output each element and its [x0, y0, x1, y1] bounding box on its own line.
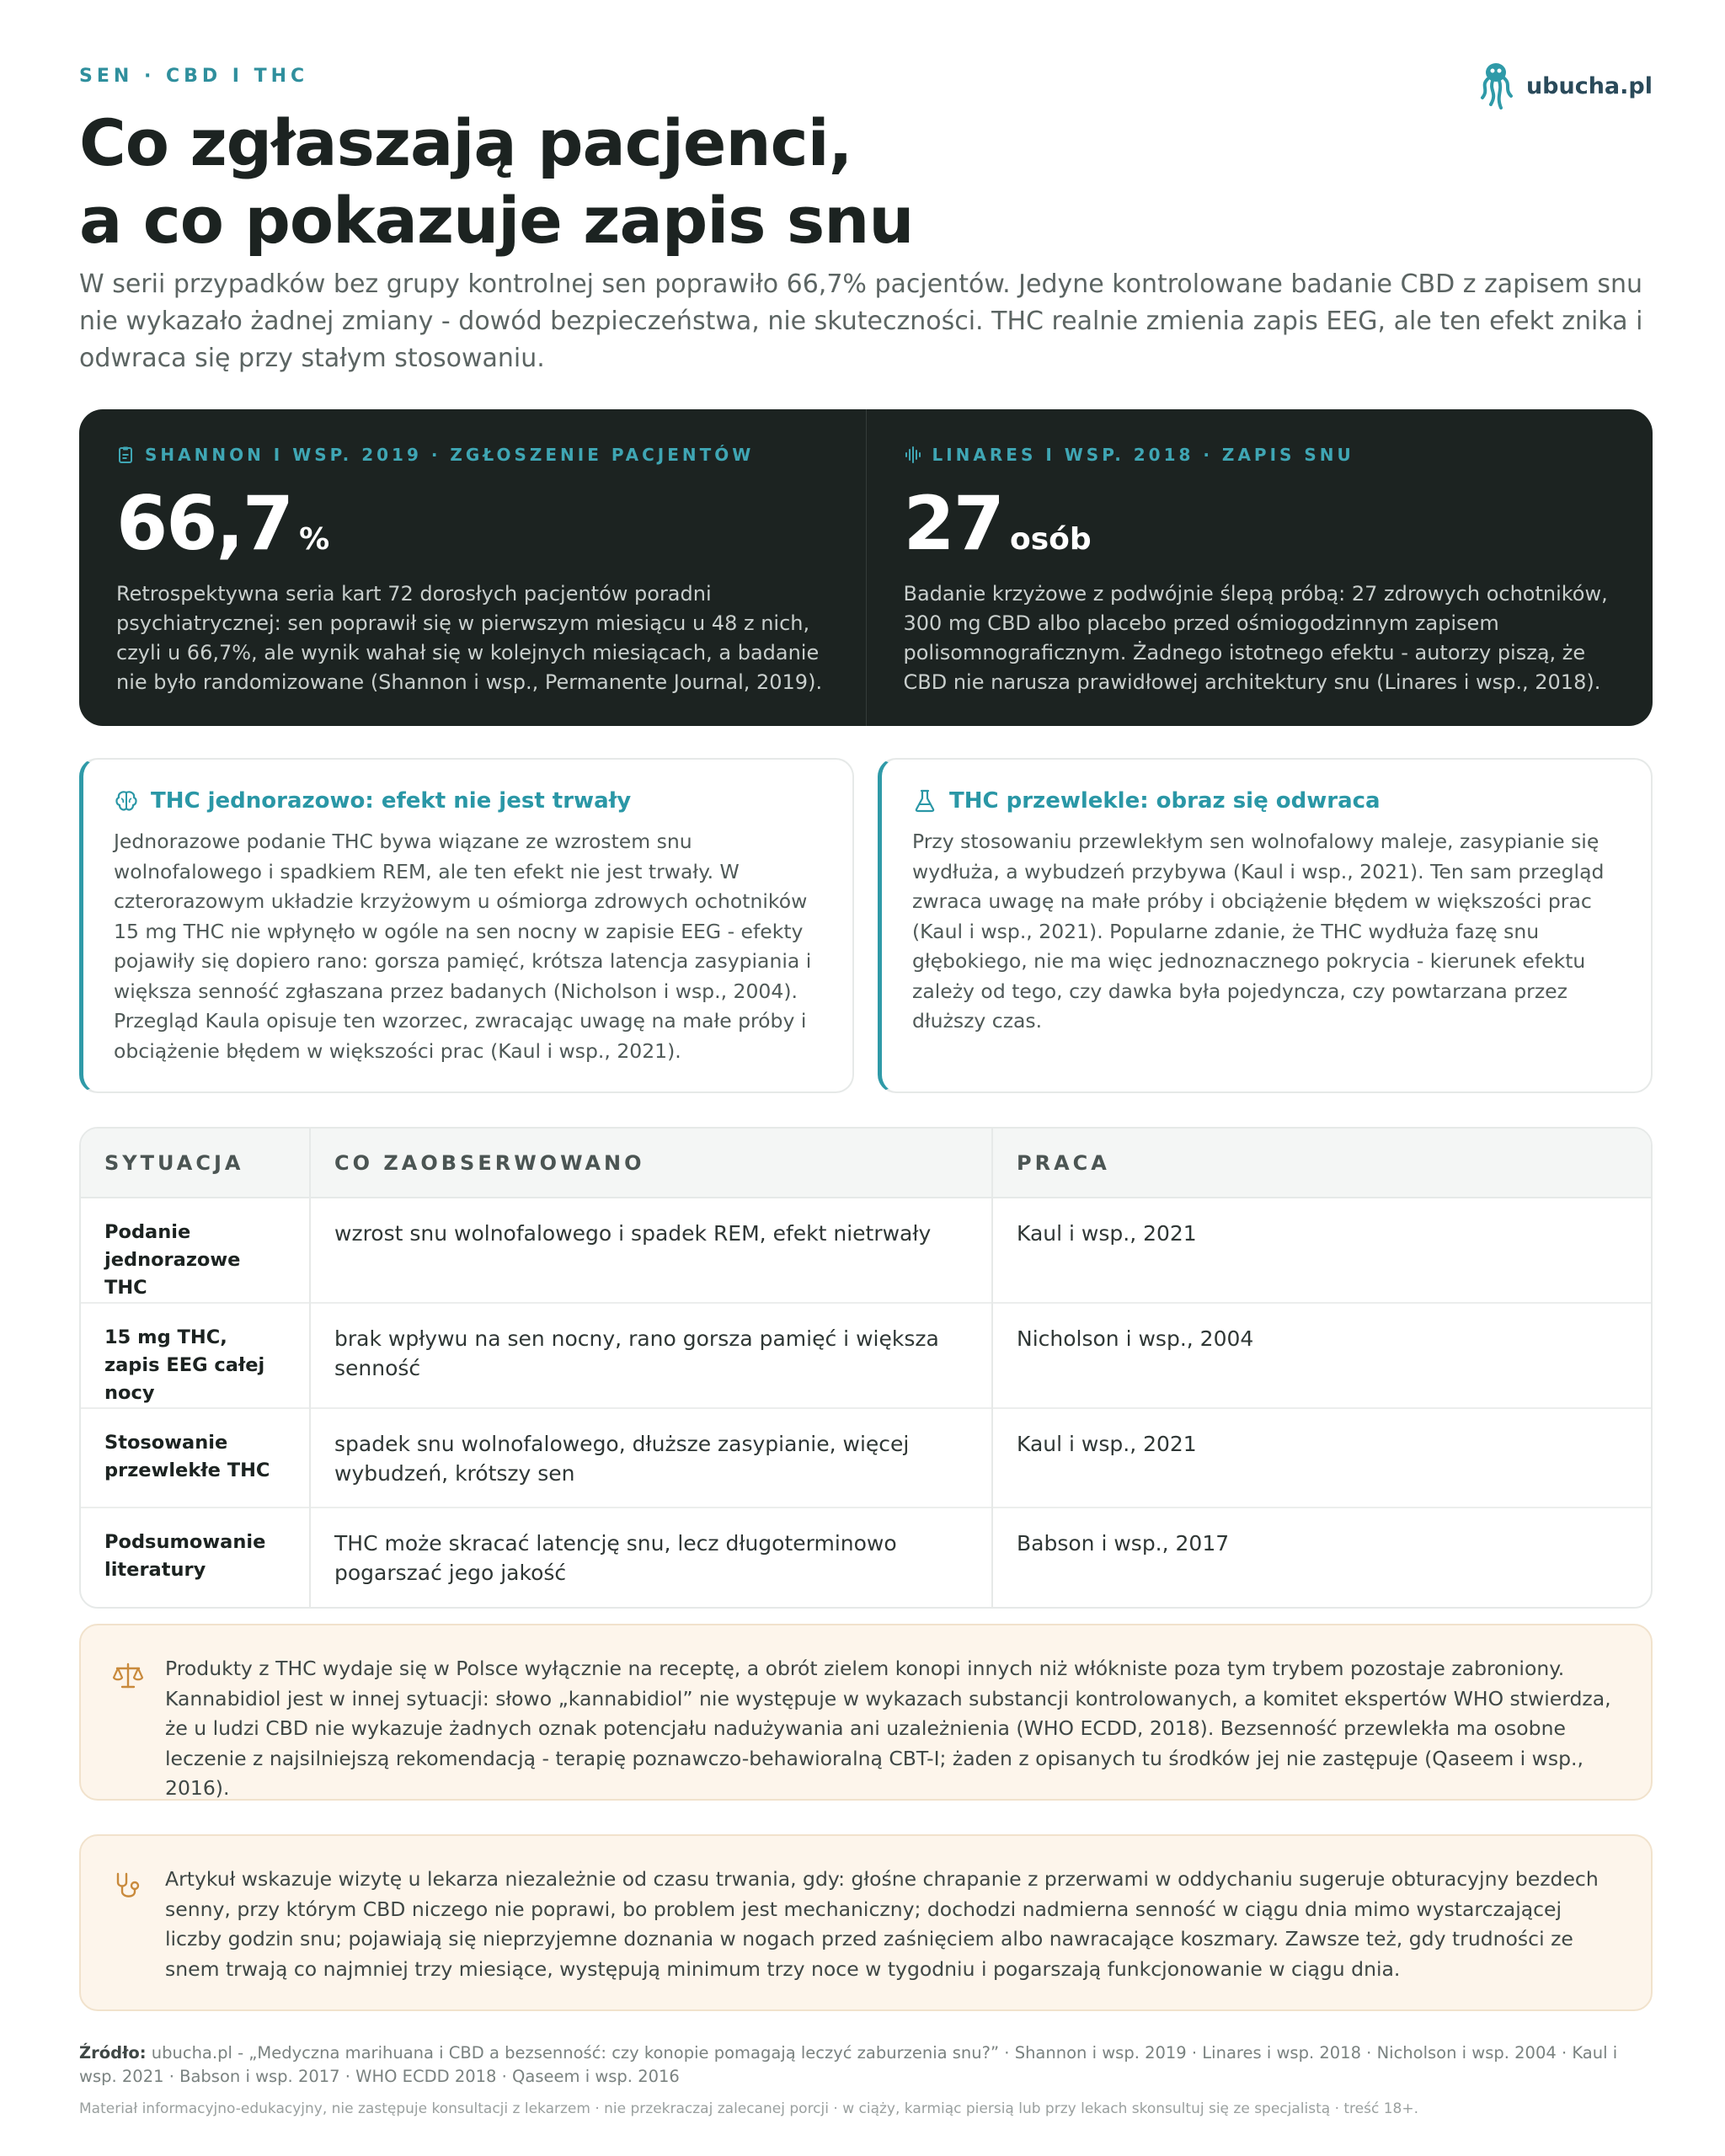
- title-line-2: a co pokazuje zapis snu: [79, 183, 914, 258]
- cell-observation: brak wpływu na sen nocny, rano gorsza pamięć i większa senność: [310, 1303, 992, 1408]
- table-row: [81, 1198, 1651, 1303]
- cell-reference: Nicholson i wsp., 2004: [992, 1303, 1651, 1408]
- stat-label-text: LINARES I WSP. 2018 · ZAPIS SNU: [932, 445, 1354, 465]
- stat-value: [903, 480, 1616, 567]
- stat-label: [116, 445, 829, 465]
- cell-situation: Stosowanie przewlekłe THC: [81, 1408, 310, 1508]
- column-header: PRACA: [992, 1129, 1651, 1198]
- stat-label: [904, 445, 1616, 465]
- legal-note: [79, 1624, 1653, 1801]
- cell-reference: Kaul i wsp., 2021: [992, 1198, 1651, 1303]
- page-title: [79, 104, 1343, 259]
- source-label: Źródło:: [79, 2043, 147, 2063]
- card-thc-chronic: [878, 758, 1653, 1093]
- cell-situation: Podanie jednorazowe THC: [104, 1221, 241, 1299]
- card-title: [912, 788, 1621, 814]
- cell-observation: spadek snu wolnofalowego, dłuższe zasypianie, więcej wybudzeń, krótszy sen: [310, 1408, 992, 1508]
- brain-icon: [114, 788, 139, 814]
- stat-shannon: [79, 409, 866, 726]
- stat-number: 66,7: [116, 480, 293, 567]
- table-row: [81, 1408, 1651, 1508]
- stat-unit: osób: [1009, 522, 1092, 557]
- info-cards: [79, 758, 1653, 1093]
- logo[interactable]: [1474, 59, 1653, 113]
- note-text: Artykuł wskazuje wizytę u lekarza niezależnie od czasu trwania, gdy: głośne chrapanie z przerwami w oddychaniu sugeruje obturacyjny bezdech senny, przy którym CBD niczego nie poprawi, bo problem jest mechaniczny; dochodzi nadmierna senność w ciągu dnia mimo wystarczającej liczby godzin snu; pojawiają się nieprzyjemne doznania w nogach przed zaśnięciem albo nawracające koszmary. Zawsze też, gdy trudności ze snem trwają co najmniej trzy miesiące, występują minimum trzy noce w tygodniu i pogarszają funkcjonowanie w ciągu dnia.: [165, 1867, 1599, 1981]
- stat-description: Badanie krzyżowe z podwójnie ślepą próbą: 27 zdrowych ochotników, 300 mg CBD albo placebo przed ośmiogodzinnym zapisem polisomnograficznym. Żadnego istotnego efektu - autorzy piszą, że CBD nie narusza prawidłowej architektury snu (Linares i wsp., 2018).: [903, 582, 1608, 694]
- table-row: [81, 1508, 1651, 1607]
- stat-description: Retrospektywna seria kart 72 dorosłych pacjentów poradni psychiatrycznej: sen poprawił się w pierwszym miesiącu u 48 z nich, czyli u 66,7%, ale wynik wahał się w kolejnych miesiącach, a badanie nie było randomizowane (Shannon i wsp., Permanente Journal, 2019).: [116, 582, 823, 694]
- flask-icon: [912, 788, 937, 814]
- stat-label-text: SHANNON I WSP. 2019 · ZGŁOSZENIE PACJENTÓW: [145, 445, 755, 465]
- octopus-icon: [1474, 59, 1514, 113]
- card-thc-single: [79, 758, 854, 1093]
- findings-table: [79, 1127, 1653, 1609]
- card-title: [114, 788, 822, 814]
- waveform-icon: [904, 446, 922, 464]
- footer-source: [79, 2041, 1653, 2089]
- cell-reference: Kaul i wsp., 2021: [992, 1408, 1651, 1508]
- table-header-row: [81, 1129, 1651, 1198]
- cell-situation: 15 mg THC, zapis EEG całej nocy: [81, 1303, 310, 1408]
- table-row: [81, 1303, 1651, 1408]
- stat-linares: [866, 409, 1653, 726]
- doctor-note: [79, 1834, 1653, 2011]
- cell-observation: THC może skracać latencję snu, lecz długoterminowo pogarszać jego jakość: [310, 1508, 992, 1607]
- card-body: Jednorazowe podanie THC bywa wiązane ze wzrostem snu wolnofalowego i spadkiem REM, ale ten efekt nie jest trwały. W czterorazowym układzie krzyżowym u ośmiorga zdrowych ochotników 15 mg THC nie wpłynęło w ogóle na sen nocny w zapisie EEG - efekty pojawiły się dopiero rano: gorsza pamięć, krótsza latencja zasypiania i większa senność zgłaszana przez badanych (Nicholson i wsp., 2004). Przegląd Kaula opisuje ten wzorzec, zwracając uwagę na małe próby i obciążenie błędem w większości prac (Kaul i wsp., 2021).: [114, 830, 812, 1063]
- column-header: CO ZAOBSERWOWANO: [310, 1129, 992, 1198]
- clipboard-icon: [116, 446, 135, 464]
- note-text: Produkty z THC wydaje się w Polsce wyłącznie na receptę, a obrót zielem konopi innych niż włókniste poza tym trybem pozostaje zabroniony. Kannabidiol jest w innej sytuacji: słowo „kannabidiol” nie występuje w wykazach substancji kontrolowanych, a komitet ekspertów WHO stwierdza, że u ludzi CBD nie wykazuje żadnych oznak potencjału nadużywania ani uzależnienia (WHO ECDD, 2018). Bezsenność przewlekła ma osobne leczenie z najsilniejszą rekomendacją - terapię poznawczo-behawioralną CBT-I; żaden z opisanych tu środków jej nie zastępuje (Qaseem i wsp., 2016).: [165, 1657, 1611, 1800]
- stat-number: 27: [903, 480, 1003, 567]
- lead-paragraph: W serii przypadków bez grupy kontrolnej sen poprawiło 66,7% pacjentów. Jedyne kontrolowane badanie CBD z zapisem snu nie wykazało żadnej zmiany - dowód bezpieczeństwa, nie skuteczności. THC realnie zmienia zapis EEG, ale ten efekt znika i odwraca się przy stałym stosowaniu.: [79, 270, 1643, 373]
- card-title-text: THC przewlekle: obraz się odwraca: [949, 788, 1381, 814]
- cell-situation: Podsumowanie literatury: [81, 1508, 310, 1607]
- logo-text: ubucha.pl: [1525, 72, 1653, 99]
- card-body: Przy stosowaniu przewlekłym sen wolnofalowy maleje, zasypianie się wydłuża, a wybudzeń przybywa (Kaul i wsp., 2021). Ten sam przegląd zwraca uwagę na małe próby i obciążenie błędem w większości prac (Kaul i wsp., 2021). Popularne zdanie, że THC wydłuża fazę snu głębokiego, nie ma więc jednoznacznego pokrycia - kierunek efektu zależy od tego, czy dawka była pojedyncza, czy powtarzana przez dłuższy czas.: [912, 830, 1605, 1033]
- stat-value: [116, 480, 829, 567]
- cell-reference: Babson i wsp., 2017: [992, 1508, 1651, 1607]
- cell-observation: wzrost snu wolnofalowego i spadek REM, efekt nietrwały: [310, 1198, 992, 1303]
- stat-unit: %: [299, 522, 330, 557]
- source-text: ubucha.pl - „Medyczna marihuana i CBD a bezsenność: czy konopie pomagają leczyć zaburzenia snu?” · Shannon i wsp. 2019 · Linares i wsp. 2018 · Nicholson i wsp. 2004 · Kaul i wsp. 2021 · Babson i wsp. 2017 · WHO ECDD 2018 · Qaseem i wsp. 2016: [79, 2043, 1618, 2086]
- footer-disclaimer: Materiał informacyjno-edukacyjny, nie zastępuje konsultacji z lekarzem · nie przekraczaj zalecanej porcji · w ciąży, karmiąc piersią lub przy lekach skonsultuj się ze specjalistą · treść 18+.: [79, 2100, 1419, 2117]
- scales-icon: [111, 1659, 145, 1693]
- infographic-page: [79, 0, 1653, 2156]
- stats-card: [79, 409, 1653, 726]
- title-line-1: Co zgłaszają pacjenci,: [79, 105, 852, 180]
- card-title-text: THC jednorazowo: efekt nie jest trwały: [151, 788, 632, 814]
- column-header: SYTUACJA: [81, 1129, 310, 1198]
- eyebrow: SEN · CBD I THC: [79, 66, 309, 87]
- stethoscope-icon: [111, 1870, 145, 1903]
